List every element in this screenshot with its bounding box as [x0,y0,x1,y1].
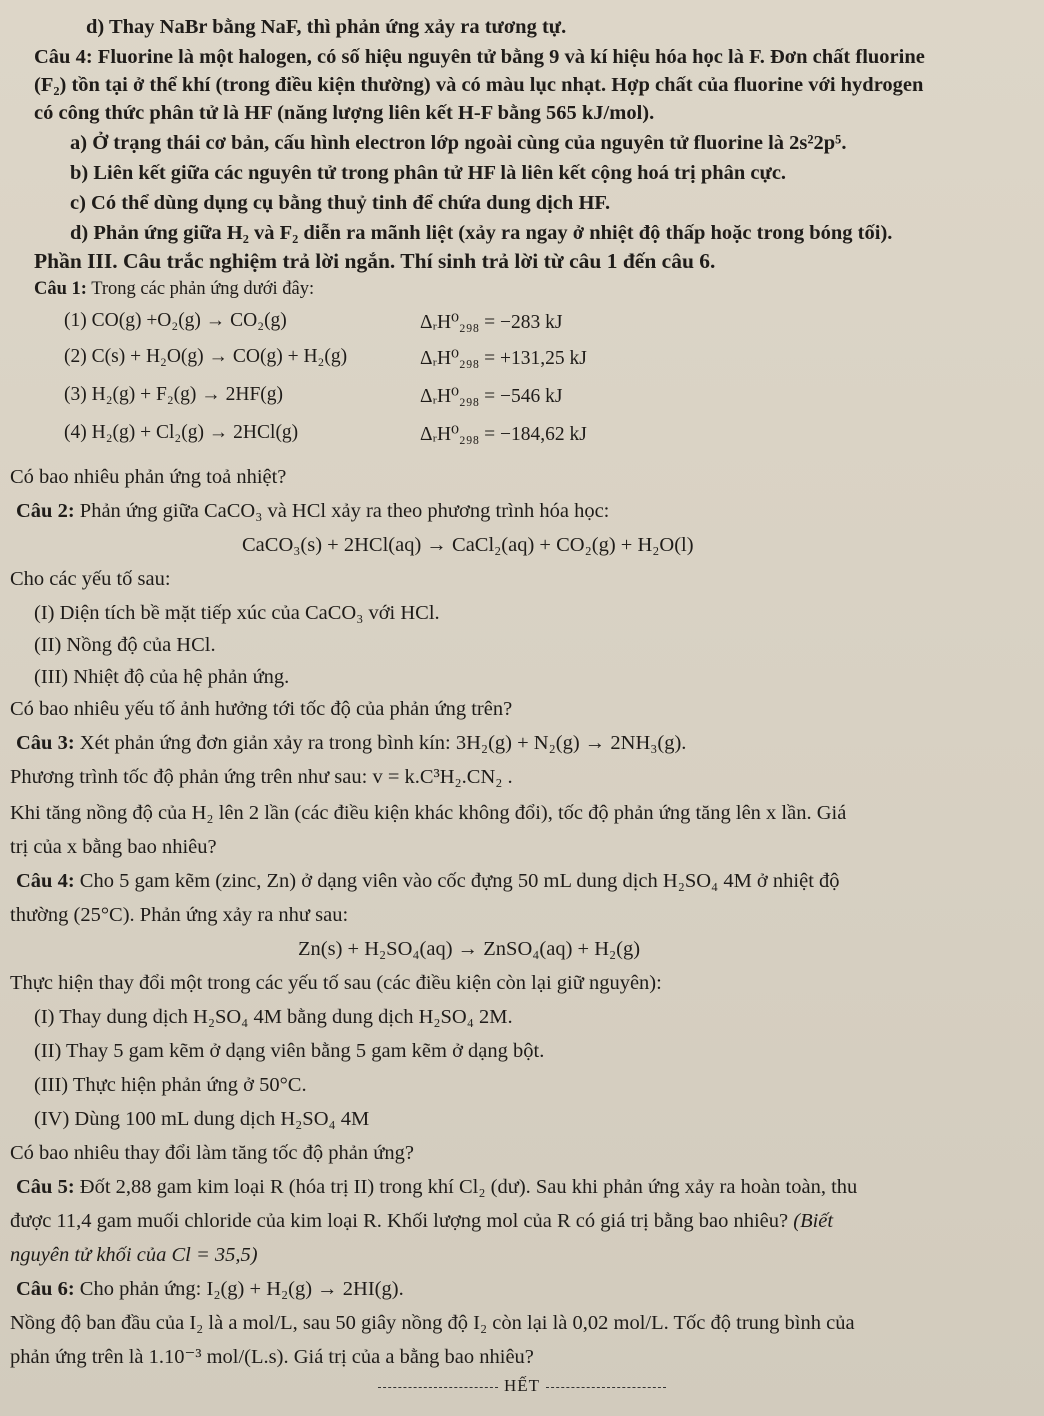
c1-question: Có bao nhiêu phản ứng toả nhiệt? [10,466,287,488]
q4-option-d: d) Phản ứng giữa H₂ và F₂ diễn ra mãnh liệt (xảy ra ngay ở nhiệt độ thấp hoặc trong bóng tối). [70,222,893,244]
c1-text: Trong các phản ứng dưới đây: [86,279,315,299]
end-text: HẾT [503,1376,541,1395]
q4-line-3: có công thức phân tử là HF (năng lượng liên kết H-F bằng 565 kJ/mol). [34,102,655,124]
q4-text: Fluorine là một halogen, có số hiệu nguyên tử bằng 9 và kí hiệu hóa học là F. Đơn chất fluorine [92,46,925,68]
part-3-heading: Phần III. Câu trắc nghiệm trả lời ngắn. Thí sinh trả lời từ câu 1 đến câu 6. [34,249,716,273]
c1-intro [34,276,314,302]
c5-label: Câu 5: [16,1176,75,1198]
reaction-4-enthalpy: ΔᵣH⁰₂₉₈ = −184,62 kJ [420,424,587,445]
c4-change-2: (II) Thay 5 gam kẽm ở dạng viên bằng 5 gam kẽm ở dạng bột. [34,1040,545,1062]
c2-factors-intro: Cho các yếu tố sau: [10,568,171,590]
reaction-1-enthalpy: ΔᵣH⁰₂₉₈ = −283 kJ [420,312,563,333]
q-prev-option-d: d) Thay NaBr bằng NaF, thì phản ứng xảy ra tương tự. [86,16,567,38]
c4-equation: Zn(s) + H₂SO₄(aq) → ZnSO₄(aq) + H₂(g) [298,938,641,960]
reaction-2-enthalpy: ΔᵣH⁰₂₉₈ = +131,25 kJ [420,348,587,369]
c5-line-2 [10,1208,833,1234]
c2-equation: CaCO₃(s) + 2HCl(aq) → CaCl₂(aq) + CO₂(g) + H₂O(l) [242,534,694,556]
c5-text-2: được 11,4 gam muối chloride của kim loại R. Khối lượng mol của R có giá trị bằng bao nhiêu? [10,1210,794,1232]
c2-label: Câu 2: [16,500,75,522]
c4-intro [16,868,840,894]
q4-option-b: b) Liên kết giữa các nguyên tử trong phân tử HF là liên kết cộng hoá trị phân cực. [70,162,787,184]
c3-rate-law: Phương trình tốc độ phản ứng trên như sau: v = k.C³H₂.CN₂ . [10,766,513,788]
c2-text: Phản ứng giữa CaCO₃ và HCl xảy ra theo phương trình hóa học: [74,500,610,522]
c5-intro [16,1174,857,1200]
reaction-4: (4) H₂(g) + Cl₂(g) → 2HCl(g) [64,422,299,443]
q4-label: Câu 4: [34,46,93,68]
c6-line-3: phản ứng trên là 1.10⁻³ mol/(L.s). Giá trị của a bằng bao nhiêu? [10,1346,534,1368]
c2-factor-3: (III) Nhiệt độ của hệ phản ứng. [34,666,290,688]
reaction-1: (1) CO(g) +O₂(g) → CO₂(g) [64,310,287,331]
c4-intro-line-2: thường (25°C). Phản ứng xảy ra như sau: [10,904,349,926]
c5-note-start: (Biết [793,1210,834,1232]
c2-factor-1: (I) Diện tích bề mặt tiếp xúc của CaCO₃ với HCl. [34,602,440,624]
c3-text: Xét phản ứng đơn giản xảy ra trong bình kín: 3H₂(g) + N₂(g) → 2NH₃(g). [74,732,687,754]
c6-label: Câu 6: [16,1278,75,1300]
q4-line-1 [34,44,925,70]
c4-change-3: (III) Thực hiện phản ứng ở 50°C. [34,1074,307,1096]
c2-factor-2: (II) Nồng độ của HCl. [34,634,216,656]
c4-label: Câu 4: [16,870,75,892]
c2-intro [16,498,609,524]
c4-change-1: (I) Thay dung dịch H₂SO₄ 4M bằng dung dịch H₂SO₄ 2M. [34,1006,513,1028]
c6-line-2: Nồng độ ban đầu của I₂ là a mol/L, sau 50 giây nồng độ I₂ còn lại là 0,02 mol/L. Tốc độ trung bình của [10,1312,855,1334]
c2-question: Có bao nhiêu yếu tố ảnh hưởng tới tốc độ của phản ứng trên? [10,698,513,720]
q4-option-c: c) Có thể dùng dụng cụ bằng thuỷ tinh để chứa dung dịch HF. [70,192,611,214]
end-dash-left [378,1387,498,1388]
end-marker [0,1376,1044,1396]
c4-text: Cho 5 gam kẽm (zinc, Zn) ở dạng viên vào cốc đựng 50 mL dung dịch H₂SO₄ 4M ở nhiệt độ [74,870,840,892]
c3-intro [16,730,686,756]
q4-line-2: (F₂) tồn tại ở thể khí (trong điều kiện thường) và có màu lục nhạt. Hợp chất của fluorine với hydrogen [34,74,924,96]
c4-question: Có bao nhiêu thay đổi làm tăng tốc độ phản ứng? [10,1142,414,1164]
c6-text: Cho phản ứng: I₂(g) + H₂(g) → 2HI(g). [74,1278,404,1300]
c4-change-4: (IV) Dùng 100 mL dung dịch H₂SO₄ 4M [34,1108,370,1130]
c5-note: nguyên tử khối của Cl = 35,5) [10,1244,258,1266]
c3-question-line-2: trị của x bằng bao nhiêu? [10,836,217,858]
end-dash-right [546,1387,666,1388]
c3-question-line-1: Khi tăng nồng độ của H₂ lên 2 lần (các điều kiện khác không đổi), tốc độ phản ứng tăng lên x lần. Giá [10,802,847,824]
c4-changes-intro: Thực hiện thay đổi một trong các yếu tố sau (các điều kiện còn lại giữ nguyên): [10,972,662,994]
reaction-3-enthalpy: ΔᵣH⁰₂₉₈ = −546 kJ [420,386,563,407]
c1-label: Câu 1: [34,279,87,299]
c6-intro [16,1276,404,1302]
reaction-3: (3) H₂(g) + F₂(g) → 2HF(g) [64,384,284,405]
c3-label: Câu 3: [16,732,75,754]
c5-text: Đốt 2,88 gam kim loại R (hóa trị II) trong khí Cl₂ (dư). Sau khi phản ứng xảy ra hoàn toàn, thu [74,1176,858,1198]
reaction-2: (2) C(s) + H₂O(g) → CO(g) + H₂(g) [64,346,348,367]
q4-option-a: a) Ở trạng thái cơ bản, cấu hình electron lớp ngoài cùng của nguyên tử fluorine là 2s²2p⁵. [70,132,847,154]
